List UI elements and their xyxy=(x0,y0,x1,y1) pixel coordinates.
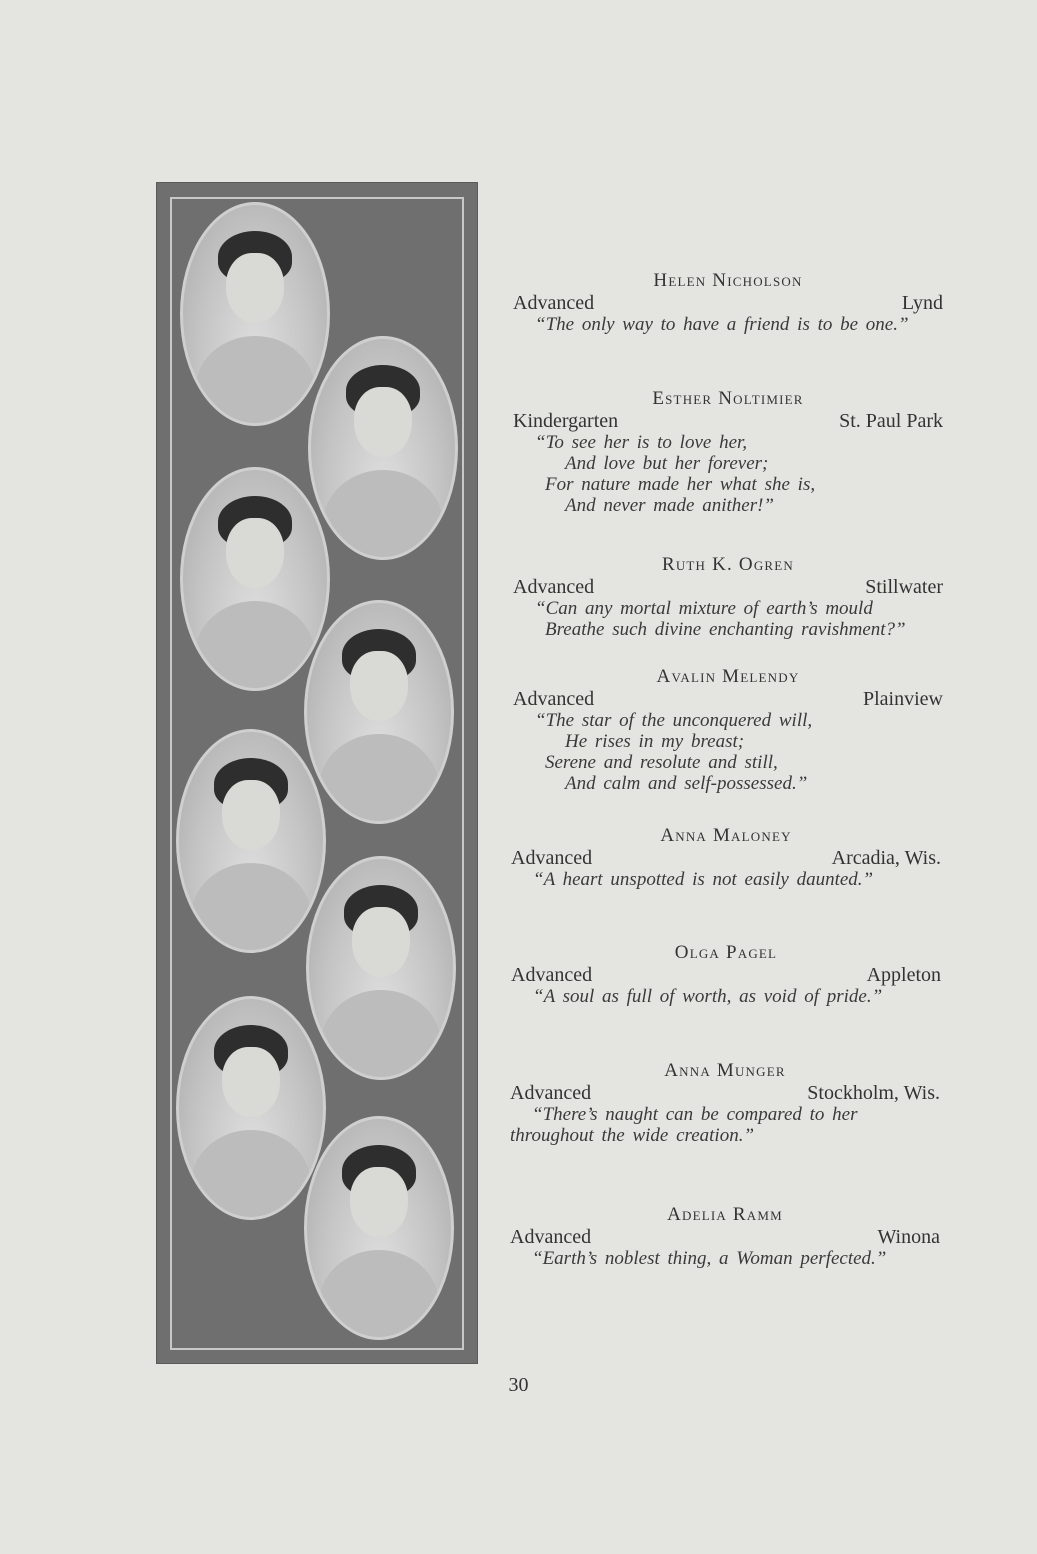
course-label: Advanced xyxy=(513,576,595,598)
quote-line: For nature made her what she is, xyxy=(545,474,816,495)
hometown-label: Stillwater xyxy=(865,576,943,598)
quote-line: “Earth’s noblest thing, a Woman perfected.” xyxy=(532,1248,887,1269)
student-name: Adelia Ramm xyxy=(667,1204,783,1225)
hometown-label: Appleton xyxy=(866,964,941,986)
entry-details xyxy=(511,964,941,986)
student-name: Helen Nicholson xyxy=(653,270,803,291)
student-entry xyxy=(511,825,941,890)
student-entry xyxy=(513,388,943,516)
student-entry xyxy=(513,666,943,794)
student-name: Anna Maloney xyxy=(660,825,792,846)
quote-line: “To see her is to love her, xyxy=(535,432,748,453)
quote-line: “There’s naught can be compared to her xyxy=(532,1104,858,1125)
course-label: Kindergarten xyxy=(513,410,619,432)
quote-line: “Can any mortal mixture of earth’s mould xyxy=(535,598,873,619)
hometown-label: Winona xyxy=(877,1226,940,1248)
hometown-label: Stockholm, Wis. xyxy=(807,1082,940,1104)
quote-line: Serene and resolute and still, xyxy=(545,752,778,773)
student-entry xyxy=(510,1060,940,1146)
hometown-label: Plainview xyxy=(863,688,943,710)
student-name: Avalin Melendy xyxy=(656,666,800,687)
student-entry xyxy=(510,1204,940,1269)
quote-line: He rises in my breast; xyxy=(565,731,745,752)
portrait-photo xyxy=(308,336,458,560)
student-name: Esther Noltimier xyxy=(652,388,804,409)
quote-line: And love but her forever; xyxy=(565,453,769,474)
portrait-panel xyxy=(156,182,478,1364)
portrait-photo xyxy=(176,729,326,953)
course-label: Advanced xyxy=(510,1082,592,1104)
course-label: Advanced xyxy=(511,847,593,869)
student-name: Anna Munger xyxy=(664,1060,786,1081)
student-entry xyxy=(513,554,943,640)
quote-line: “The star of the unconquered will, xyxy=(535,710,813,731)
portrait-photo xyxy=(304,1116,454,1340)
entry-details xyxy=(510,1082,940,1104)
entry-details xyxy=(513,292,943,314)
course-label: Advanced xyxy=(511,964,593,986)
student-entry xyxy=(513,270,943,335)
entry-details xyxy=(513,576,943,598)
quote-line: And never made anither!” xyxy=(565,495,774,516)
quote-line: And calm and self-possessed.” xyxy=(565,773,808,794)
student-name: Olga Pagel xyxy=(674,942,778,963)
quote-line: “A heart unspotted is not easily daunted.” xyxy=(533,869,874,890)
hometown-label: Lynd xyxy=(901,292,943,314)
quote-line: “The only way to have a friend is to be one.” xyxy=(535,314,909,335)
entry-details xyxy=(510,1226,940,1248)
student-entry xyxy=(511,942,941,1007)
entry-details xyxy=(513,688,943,710)
quote-line: Breathe such divine enchanting ravishment?” xyxy=(545,619,906,640)
course-label: Advanced xyxy=(513,688,595,710)
portrait-photo xyxy=(304,600,454,824)
page-number: 30 xyxy=(508,1374,529,1396)
entry-details xyxy=(513,410,943,432)
course-label: Advanced xyxy=(513,292,595,314)
portrait-photo xyxy=(306,856,456,1080)
hometown-label: St. Paul Park xyxy=(839,410,943,432)
hometown-label: Arcadia, Wis. xyxy=(831,847,941,869)
entry-details xyxy=(511,847,941,869)
student-name: Ruth K. Ogren xyxy=(661,554,795,575)
portrait-photo xyxy=(176,996,326,1220)
quote-line: throughout the wide creation.” xyxy=(510,1125,755,1146)
course-label: Advanced xyxy=(510,1226,592,1248)
quote-line: “A soul as full of worth, as void of pride.” xyxy=(533,986,883,1007)
portrait-photo xyxy=(180,202,330,426)
portrait-photo xyxy=(180,467,330,691)
